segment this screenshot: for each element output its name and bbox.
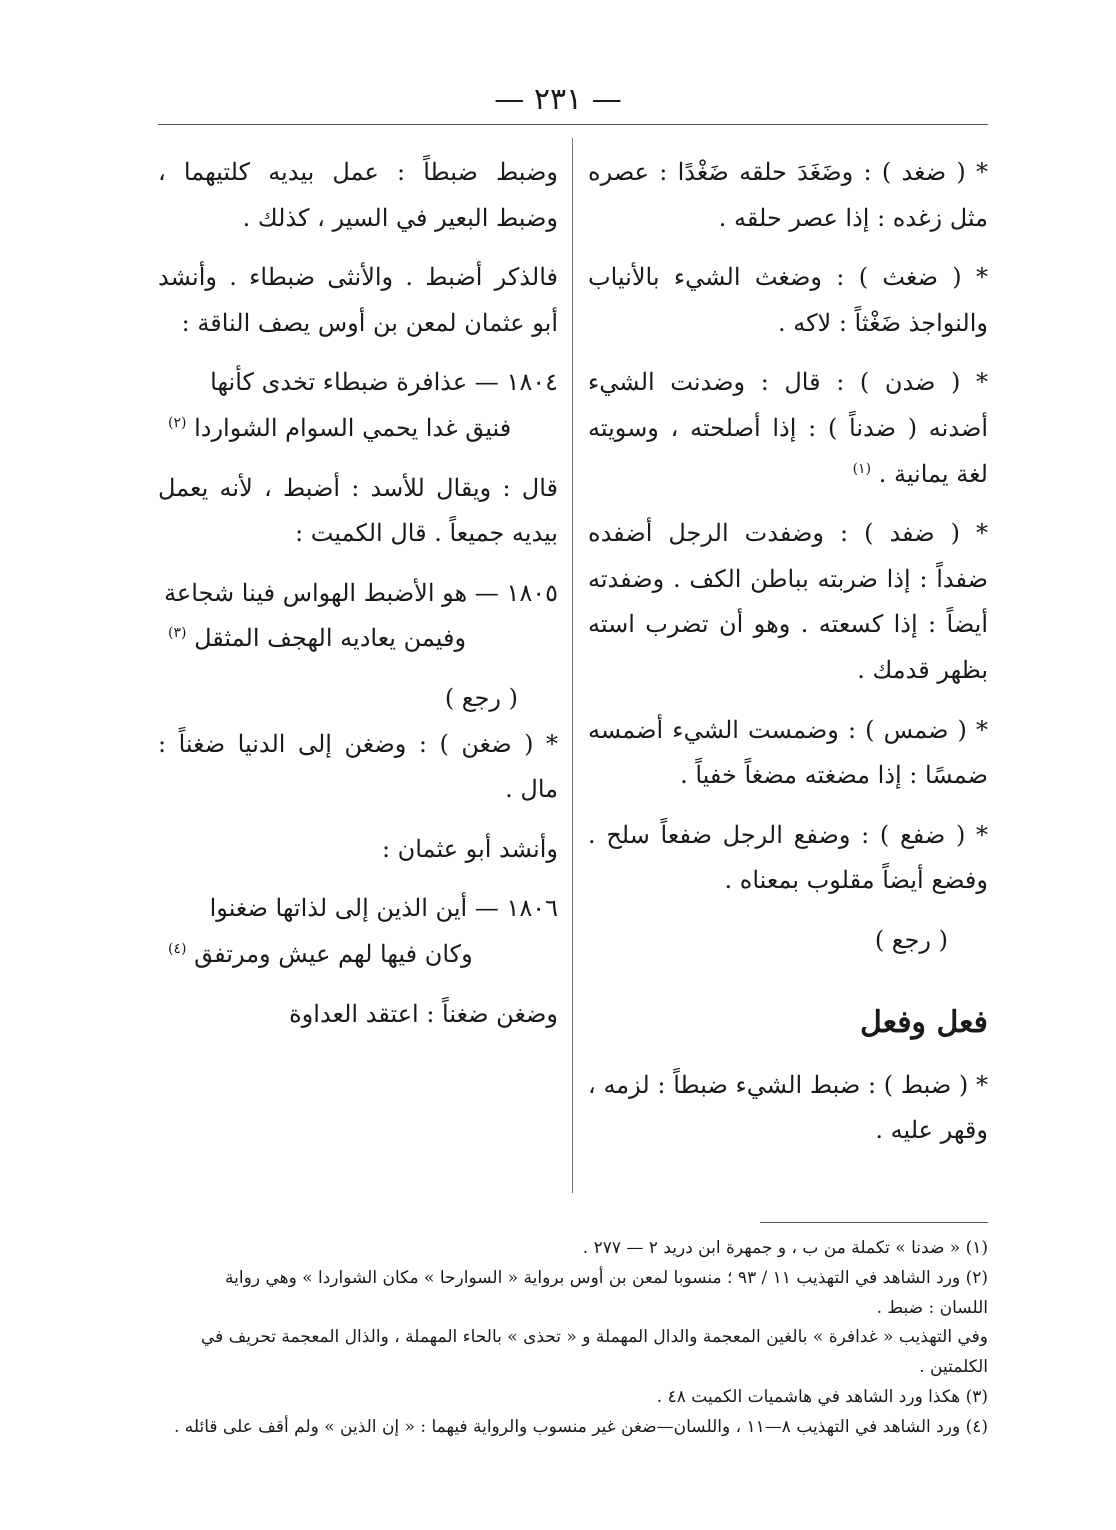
footnote-4: (٤) ورد الشاهد في التهذيب ٨—١١ ، واللسان—ضغن غير منسوب والرواية فيهما : « إن الذين » ولم أقف على قائله . [173, 1416, 988, 1437]
paragraph-male-female: فالذكر أضبط . والأنثى ضبطاء . وأنشد أبو عثمان لمعن بن أوس يصف الناقة : [158, 263, 558, 337]
verse-1805-first-hemistich: ١٨٠٥ — هو الأضبط الهواس فينا شجاعة [164, 578, 558, 607]
verse-1806-first-hemistich: ١٨٠٦ — أين الذين إلى لذاتها ضغنوا [209, 894, 558, 923]
right-column [588, 150, 988, 1168]
footnote-marker-3: (٣) [168, 625, 187, 642]
entry-daghath: * ( ضغث ) : وضغث الشيء بالأنياب والنواجذ ضَغْثاً : لاكه . [588, 263, 988, 337]
verse-1804 [158, 360, 558, 451]
cross-reference: ( رجع ) [444, 683, 518, 712]
footnote-1: (١) « ضدنا » تكملة من ب ، و جمهرة ابن دريد ٢ — ٢٧٧ . [582, 1238, 988, 1258]
left-column [158, 150, 558, 1051]
entry-damas: * ( ضمس ) : وضمست الشيء أضمسه ضمسًا : إذا مضغته مضغاً خفياً . [588, 715, 988, 790]
verse-1804-first-hemistich: ١٨٠٤ — عذافرة ضبطاء تخدى كأنها [210, 368, 558, 397]
footnote-2-note: وفي التهذيب « غدافرة » بالغين المعجمة والدال المهملة و « تحذى » بالحاء المهملة ، والذال المعجمة تحريف في الكلمتين . [200, 1327, 988, 1377]
footnote-rule [760, 1222, 988, 1223]
verse-1806-second-text: وكان فيها لهم عيش ومرتفق [194, 939, 473, 968]
entry-dabat: * ( ضبط ) : ضبط الشيء ضبطاً : لزمه ، وقهر عليه . [588, 1070, 988, 1145]
entry-dadan-text: * ( ضدن ) : قال : وضدنت الشيء أضدنه ( ضدناً ) : إذا أصلحته ، وسويته لغة يمانية . [588, 368, 988, 488]
cross-reference: ( رجع ) [874, 925, 948, 954]
verse-1805 [158, 571, 558, 662]
entry-dafa: * ( ضفع ) : وضفع الرجل ضفعاً سلح . وفضع أيضاً مقلوب بمعناه . [588, 820, 988, 895]
verse-1805-second-text: وفيمن يعاديه الهجف المثقل [194, 624, 467, 653]
footnote-marker-2: (٢) [168, 414, 187, 431]
entry-daghan: * ( ضغن ) : وضغن إلى الدنيا ضغناً : مال . [158, 729, 558, 804]
footnote-3: (٣) هكذا ورد الشاهد في هاشميات الكميت ٤٨ . [656, 1386, 988, 1407]
verse-1804-second-text: فنيق غدا يحمي السوام الشواردا [194, 413, 512, 442]
paragraph-recited: وأنشد أبو عثمان : [381, 834, 558, 863]
entry-daghad: * ( ضغد ) : وضَغَدَ حلقه ضَغْدًا : عصره مثل زغده : إذا عصر حلقه . [588, 158, 988, 232]
footnote-2-cont: اللسان : ضبط . [876, 1297, 988, 1318]
header-rule [158, 124, 988, 125]
footnote-2: (٢) ورد الشاهد في التهذيب ١١ / ٩٣ ؛ منسوبا لمعن بن أوس برواية « السوارحا » مكان الشواردا » وهي رواية [225, 1267, 988, 1288]
column-divider [572, 138, 573, 1193]
verse-1806-second-hemistich [158, 932, 558, 978]
section-heading: فعل وفعل [860, 1004, 988, 1040]
footnote-marker-1: (١) [852, 460, 872, 477]
verse-1805-second-hemistich [158, 616, 558, 662]
verse-1806 [158, 886, 558, 977]
entry-dafad: * ( ضفد ) : وضفدت الرجل أضفده ضفداً : إذا ضربته بباطن الكف . وضفدته أيضاً : إذا كسعته . وهو أن تضرب استه بظهر قدمك . [588, 519, 988, 684]
paragraph-dabat-continued: وضبط ضبطاً : عمل بيديه كلتيهما ، وضبط البعير في السير ، كذلك . [158, 158, 558, 232]
page-number: — ٢٣١ — [494, 82, 622, 117]
footnote-marker-4: (٤) [168, 940, 187, 957]
paragraph-lion: قال : ويقال للأسد : أضبط ، لأنه يعمل بيديه جميعاً . قال الكميت : [158, 473, 558, 548]
footnotes [158, 1234, 988, 1442]
verse-1804-second-hemistich [158, 406, 558, 452]
entry-dadan [588, 360, 988, 497]
paragraph-enmity: وضغن ضغناً : اعتقد العداوة [289, 999, 558, 1028]
